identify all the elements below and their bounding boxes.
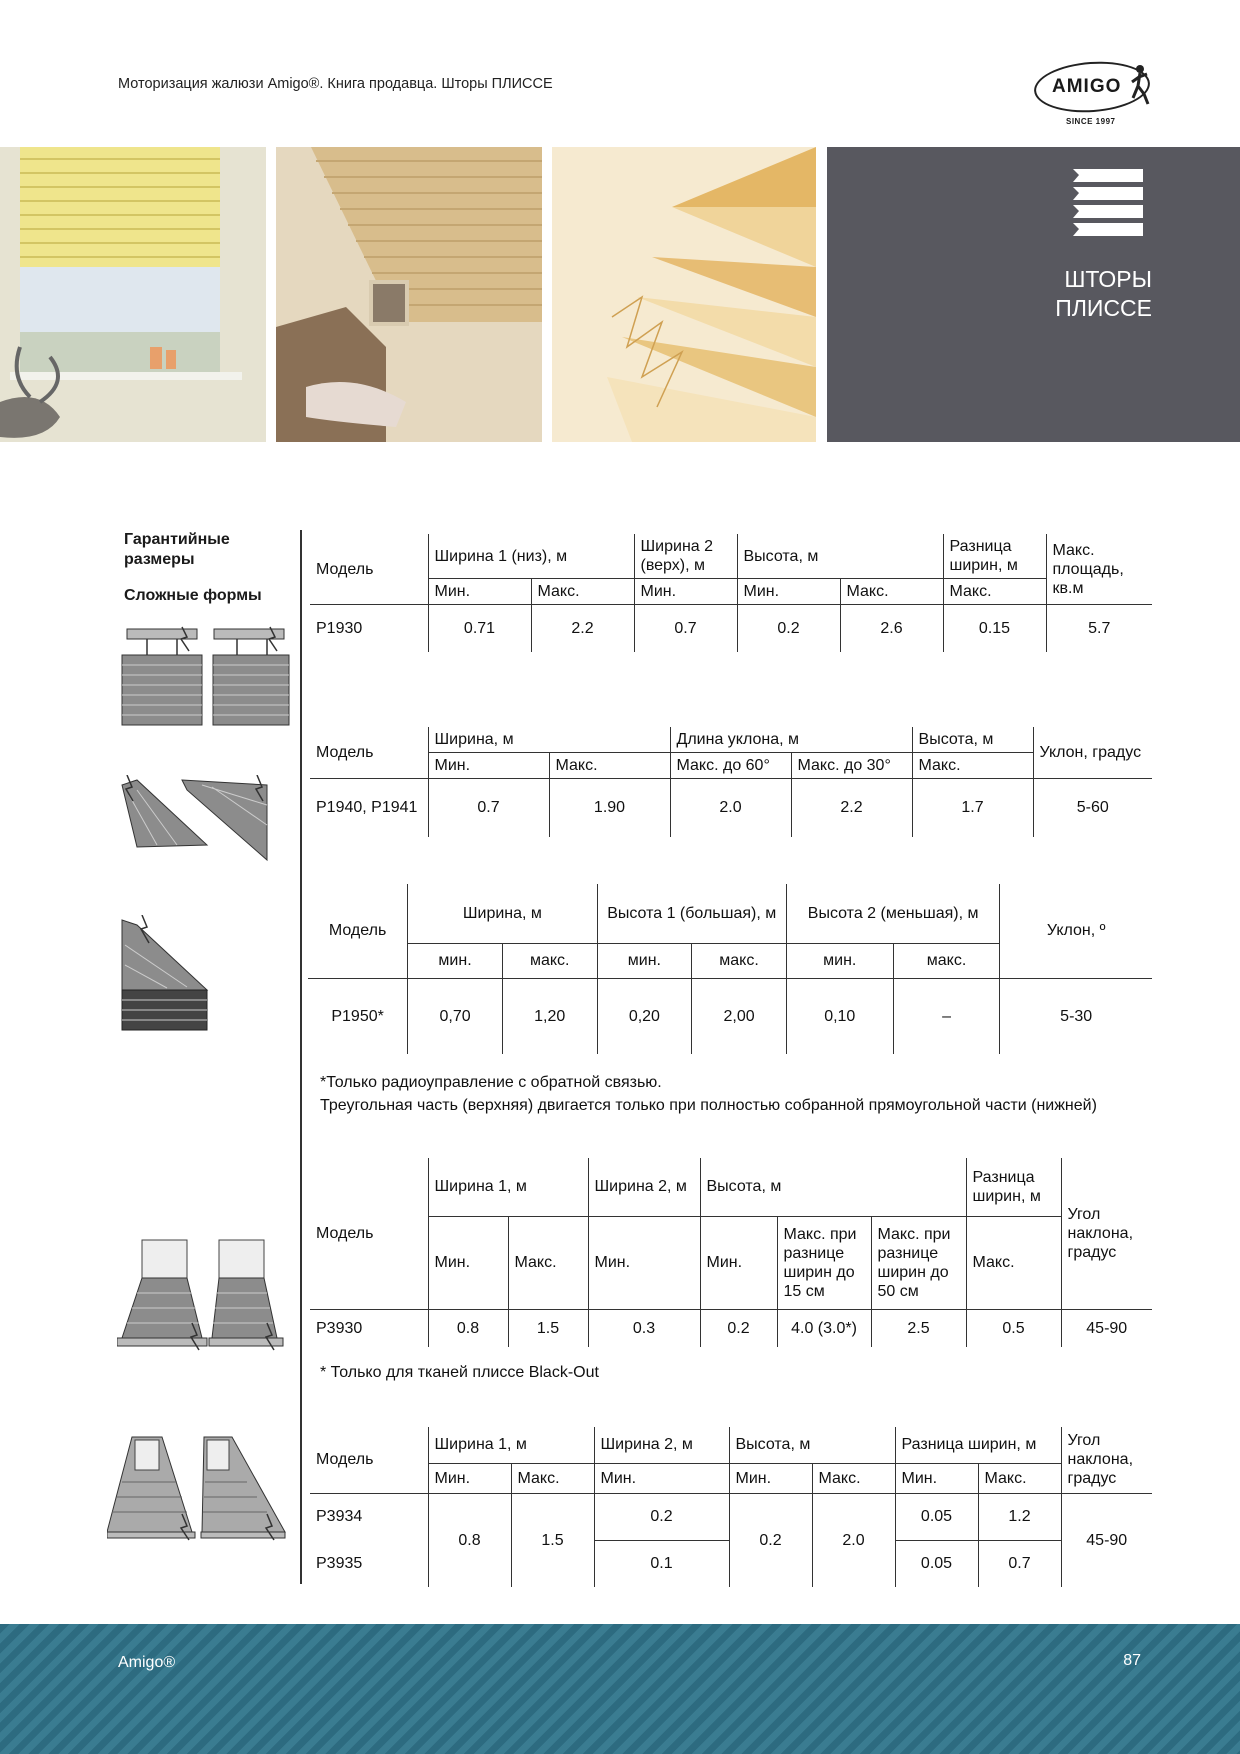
subcol-max: Макс. — [840, 579, 943, 605]
col-height2: Высота 2 (меньшая), м — [786, 884, 1000, 943]
cell-model: P1940, P1941 — [316, 799, 418, 817]
subcol-min: мин. — [408, 943, 503, 978]
table-p1950 — [308, 884, 1152, 1054]
table-row — [310, 779, 1152, 837]
cell-model: P3930 — [316, 1319, 363, 1337]
logo-word: AMIGO — [1052, 76, 1122, 97]
col-slope: Уклон, º — [1000, 884, 1152, 978]
subcol-min: мин. — [786, 943, 893, 978]
col-model: Модель — [308, 884, 408, 978]
cell-model: P1950* — [331, 1007, 384, 1025]
section-title-line2: ПЛИССЕ — [1055, 295, 1152, 321]
col-width1: Ширина 1, м — [428, 1427, 594, 1463]
section-title-line1: ШТОРЫ — [1064, 266, 1152, 292]
cell-value: 2.2 — [531, 605, 634, 652]
col-slope: Уклон, градус — [1033, 727, 1152, 779]
cell-value: – — [893, 978, 1000, 1054]
col-angle: Угол наклона, градус — [1061, 1427, 1152, 1493]
note-p1950 — [320, 1071, 1120, 1117]
note-line: *Только радиоуправление с обратной связью. — [320, 1074, 662, 1091]
cell-value: 2.5 — [871, 1309, 966, 1347]
photo-pleat-closeup — [552, 147, 816, 442]
p1940-shape-icon — [117, 775, 277, 865]
col-model: Модель — [310, 1427, 428, 1493]
subcol-max: Макс. — [912, 753, 1033, 779]
col-width2: Ширина 2, м — [588, 1158, 700, 1216]
subcol-max: Макс. — [511, 1463, 594, 1493]
subcol-min: Мин. — [428, 1216, 508, 1309]
subcol-max: макс. — [692, 943, 787, 978]
p1950-shape-icon — [117, 915, 212, 1035]
note-blackout: * Только для тканей плиссе Black-Out — [320, 1364, 599, 1381]
cell-value: 1.5 — [511, 1493, 594, 1587]
cell-value: 0,20 — [597, 978, 692, 1054]
pleated-blind-icon — [1071, 167, 1145, 241]
cell-value: 45-90 — [1061, 1309, 1152, 1347]
subcol-max: макс. — [893, 943, 1000, 978]
col-width: Ширина, м — [408, 884, 597, 943]
cell-value: 2,00 — [692, 978, 787, 1054]
subcol-max: Макс. — [531, 579, 634, 605]
col-height1: Высота 1 (большая), м — [597, 884, 786, 943]
cell-value: 0.5 — [966, 1309, 1061, 1347]
amigo-logo — [1030, 60, 1158, 130]
subcol-max-15cm: Макс. при разнице ширин до 15 см — [777, 1216, 871, 1309]
table-p3930 — [310, 1158, 1152, 1347]
col-width2: Ширина 2 (верх), м — [634, 534, 737, 579]
photo-yellow-pleated-window — [0, 147, 266, 442]
subcol-min: Мин. — [729, 1463, 812, 1493]
table-p1930 — [310, 534, 1152, 652]
note-line: Треугольная часть (верхняя) двигается только при полностью собранной прямоугольной части (нижней) — [320, 1097, 1097, 1114]
subcol-min: Мин. — [594, 1463, 729, 1493]
vertical-divider — [300, 530, 302, 1584]
cell-value: 1.90 — [549, 779, 670, 837]
subcol-max: Макс. — [508, 1216, 588, 1309]
col-width: Ширина, м — [428, 727, 670, 753]
col-height: Высота, м — [700, 1158, 966, 1216]
cell-value: 4.0 (3.0*) — [777, 1309, 871, 1347]
subcol-min: Мин. — [634, 579, 737, 605]
sidebar-heading-warranty: Гарантийные размеры — [124, 531, 230, 568]
cell-value: 0.71 — [428, 605, 531, 652]
cell-value: 0.05 — [895, 1493, 978, 1540]
table-p1940 — [310, 727, 1152, 837]
cell-value: 0,10 — [786, 978, 893, 1054]
subcol-max: Макс. — [812, 1463, 895, 1493]
section-banner — [827, 147, 1240, 442]
col-width1: Ширина 1, м — [428, 1158, 588, 1216]
subcol-min: мин. — [597, 943, 692, 978]
subcol-min: Мин. — [428, 1463, 511, 1493]
subcol-min: Мин. — [428, 579, 531, 605]
cell-value: 5-30 — [1000, 978, 1152, 1054]
cell-value: 0.8 — [428, 1309, 508, 1347]
subcol-min: Мин. — [700, 1216, 777, 1309]
table-row — [310, 1309, 1152, 1347]
cell-value: 0.8 — [428, 1493, 511, 1587]
col-width-diff: Разница ширин, м — [895, 1427, 1061, 1463]
col-height: Высота, м — [729, 1427, 895, 1463]
cell-value: 0.2 — [594, 1493, 729, 1540]
cell-model: P3934 — [316, 1508, 363, 1526]
col-width-diff: Разница ширин, м — [943, 534, 1046, 579]
cell-value: 1.2 — [978, 1493, 1061, 1540]
subcol-min: Мин. — [895, 1463, 978, 1493]
p3934-shape-icon — [107, 1432, 287, 1542]
subcol-max: Макс. — [943, 579, 1046, 605]
table-row — [310, 1493, 1152, 1540]
footer-brand: Amigo® — [118, 1654, 176, 1671]
page-footer — [0, 1624, 1240, 1754]
sidebar-heading-complex: Сложные формы — [124, 587, 262, 604]
subcol-min: Мин. — [737, 579, 840, 605]
subcol-max-50cm: Макс. при разнице ширин до 50 см — [871, 1216, 966, 1309]
p1930-shape-icon — [117, 625, 297, 730]
cell-value: 45-90 — [1061, 1493, 1152, 1587]
cell-value: 2.2 — [791, 779, 912, 837]
cell-value: 0.2 — [737, 605, 840, 652]
photo-attic-pleated-blind — [276, 147, 542, 442]
subcol-max-60: Макс. до 60° — [670, 753, 791, 779]
col-width1: Ширина 1 (низ), м — [428, 534, 634, 579]
cell-value: 0.3 — [588, 1309, 700, 1347]
footballer-icon — [1130, 64, 1150, 108]
cell-value: 0.05 — [895, 1540, 978, 1587]
cell-model: P1930 — [316, 619, 363, 637]
subcol-min: Мин. — [428, 753, 549, 779]
cell-model: P3935 — [316, 1555, 363, 1572]
document-header-title: Моторизация жалюзи Amigo®. Книга продавца. Шторы ПЛИССЕ — [118, 76, 553, 92]
cell-value: 1,20 — [502, 978, 597, 1054]
col-model: Модель — [310, 534, 428, 605]
table-row — [310, 605, 1152, 652]
subcol-max: макс. — [502, 943, 597, 978]
col-height: Высота, м — [912, 727, 1033, 753]
cell-value: 0.7 — [428, 779, 549, 837]
col-model: Модель — [310, 727, 428, 779]
cell-value: 0.15 — [943, 605, 1046, 652]
subcol-max-30: Макс. до 30° — [791, 753, 912, 779]
cell-value: 0.2 — [700, 1309, 777, 1347]
subcol-min: Мин. — [588, 1216, 700, 1309]
cell-value: 2.0 — [812, 1493, 895, 1587]
subcol-max: Макс. — [966, 1216, 1061, 1309]
col-angle: Угол наклона, градус — [1061, 1158, 1152, 1309]
cell-value: 0.1 — [594, 1540, 729, 1587]
page-number: 87 — [1123, 1652, 1141, 1669]
cell-value: 1.5 — [508, 1309, 588, 1347]
cell-value: 0.2 — [729, 1493, 812, 1587]
cell-value: 2.6 — [840, 605, 943, 652]
cell-value: 0.7 — [634, 605, 737, 652]
cell-value: 5-60 — [1033, 779, 1152, 837]
col-max-area: Макс. площадь, кв.м — [1046, 534, 1152, 605]
col-model: Модель — [310, 1158, 428, 1309]
subcol-max: Макс. — [978, 1463, 1061, 1493]
cell-value: 1.7 — [912, 779, 1033, 837]
subcol-max: Макс. — [549, 753, 670, 779]
col-slope-length: Длина уклона, м — [670, 727, 912, 753]
cell-value: 2.0 — [670, 779, 791, 837]
col-width-diff: Разница ширин, м — [966, 1158, 1061, 1216]
col-width2: Ширина 2, м — [594, 1427, 729, 1463]
p3930-shape-icon — [117, 1238, 287, 1353]
cell-value: 0.7 — [978, 1540, 1061, 1587]
col-height: Высота, м — [737, 534, 943, 579]
cell-value: 5.7 — [1046, 605, 1152, 652]
logo-since: SINCE 1997 — [1066, 117, 1116, 126]
section-title — [1055, 265, 1152, 323]
cell-value: 0,70 — [408, 978, 503, 1054]
table-row — [308, 978, 1152, 1054]
table-p3934-p3935 — [310, 1427, 1152, 1587]
